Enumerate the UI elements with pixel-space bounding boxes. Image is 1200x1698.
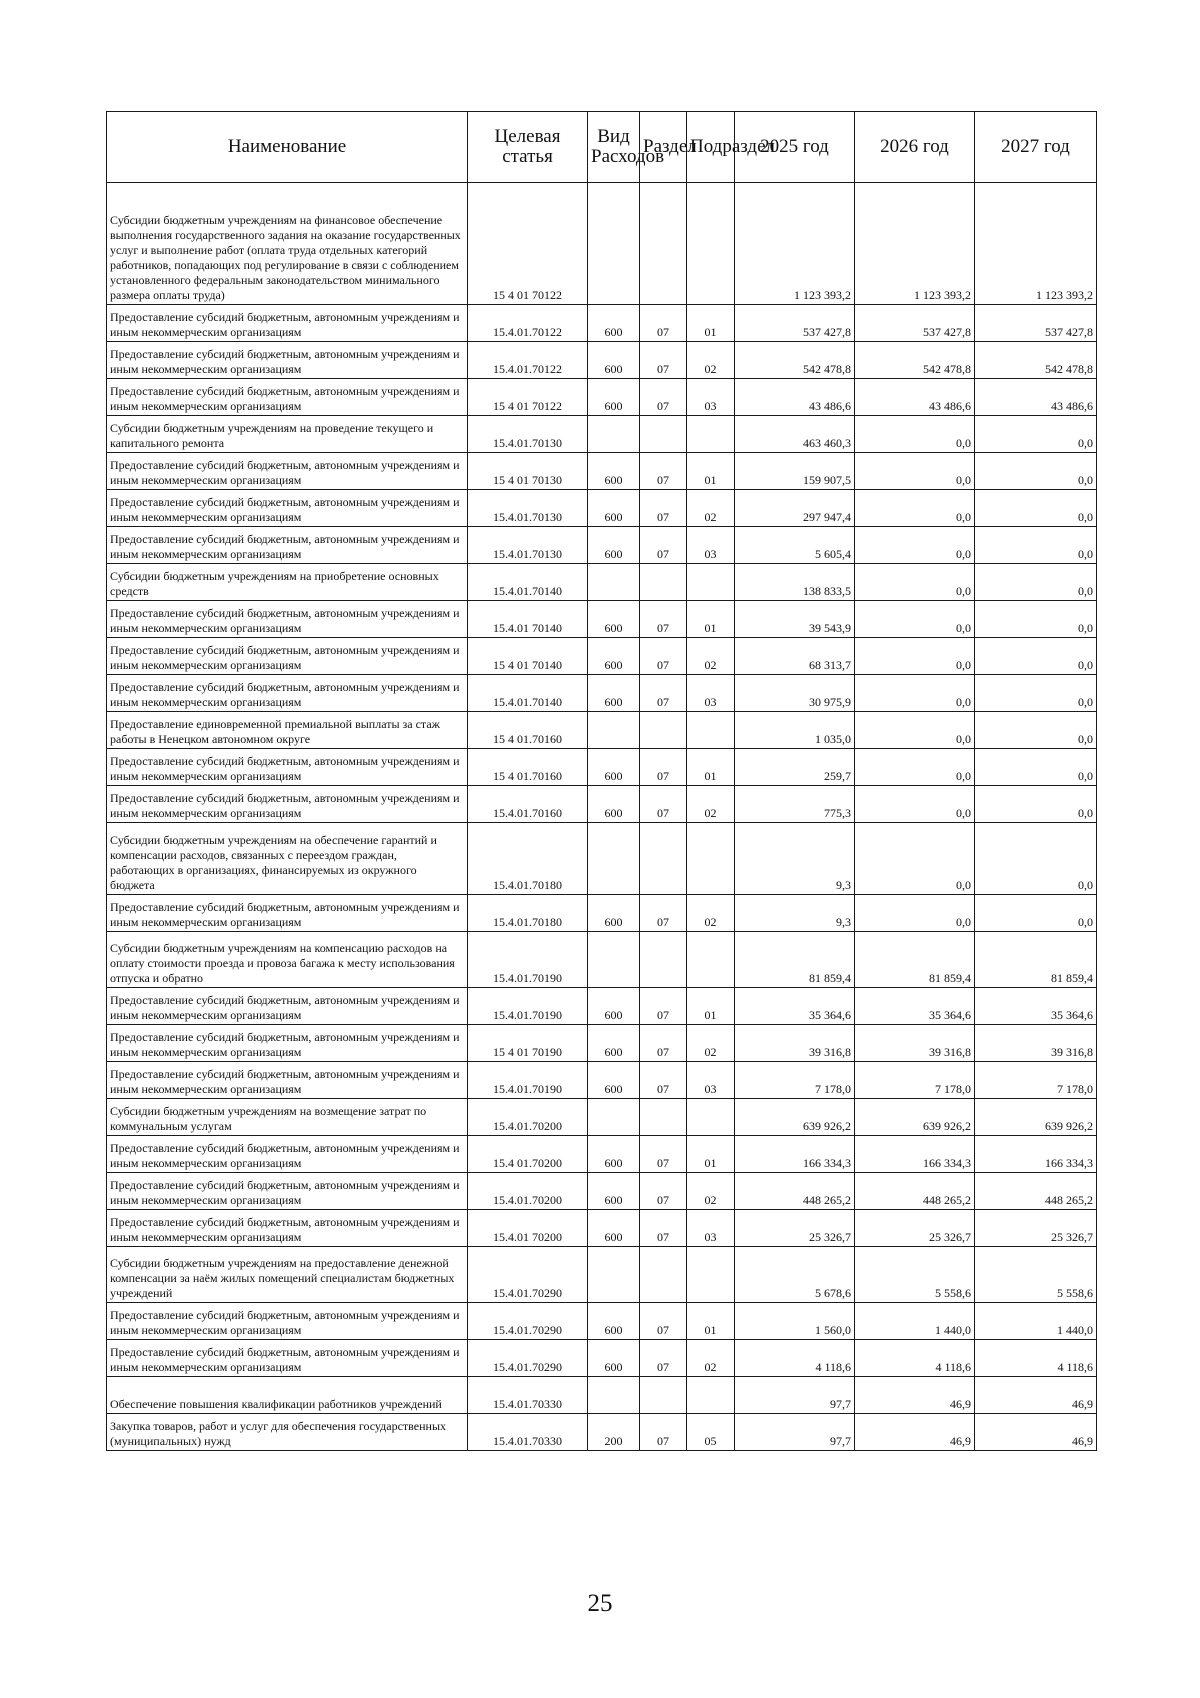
cell-subsection	[687, 1247, 735, 1303]
cell-2026: 0,0	[855, 490, 975, 527]
cell-section: 07	[640, 1210, 687, 1247]
cell-name: Предоставление субсидий бюджетным, автономным учреждениям и иным некоммерческим организациям	[107, 749, 468, 786]
table-row	[107, 305, 1097, 342]
budget-table	[106, 111, 1097, 1451]
table-row	[107, 1025, 1097, 1062]
cell-section	[640, 932, 687, 988]
cell-subsection	[687, 564, 735, 601]
cell-2027: 537 427,8	[975, 305, 1097, 342]
table-row	[107, 379, 1097, 416]
cell-2027: 1 123 393,2	[975, 183, 1097, 305]
cell-2026: 166 334,3	[855, 1136, 975, 1173]
cell-2026: 0,0	[855, 527, 975, 564]
cell-2025: 463 460,3	[735, 416, 855, 453]
table-row	[107, 895, 1097, 932]
cell-expense-type: 200	[588, 1414, 640, 1451]
cell-name: Субсидии бюджетным учреждениям на предоставление денежной компенсации за наём жилых помещений специалистам бюджетных учреждений	[107, 1247, 468, 1303]
cell-2027: 1 440,0	[975, 1303, 1097, 1340]
cell-2025: 43 486,6	[735, 379, 855, 416]
cell-target-article: 15.4.01.70130	[468, 490, 588, 527]
cell-name: Предоставление субсидий бюджетным, автономным учреждениям и иным некоммерческим организациям	[107, 786, 468, 823]
cell-subsection: 02	[687, 638, 735, 675]
cell-2027: 81 859,4	[975, 932, 1097, 988]
cell-2026: 5 558,6	[855, 1247, 975, 1303]
cell-section: 07	[640, 527, 687, 564]
cell-2027: 0,0	[975, 675, 1097, 712]
cell-target-article: 15.4.01 70200	[468, 1210, 588, 1247]
cell-expense-type	[588, 823, 640, 895]
cell-subsection: 03	[687, 1062, 735, 1099]
cell-section: 07	[640, 895, 687, 932]
cell-name: Субсидии бюджетным учреждениям на финансовое обеспечение выполнения государственного задания на оказание государственных услуг и выполнение работ (оплата труда отдельных категорий работников, попадающих под регулирование в связи с соблюдением установленного федеральным законодательством минимального размера оплаты труда)	[107, 183, 468, 305]
cell-expense-type: 600	[588, 1210, 640, 1247]
cell-name: Предоставление субсидий бюджетным, автономным учреждениям и иным некоммерческим организациям	[107, 305, 468, 342]
cell-name: Предоставление субсидий бюджетным, автономным учреждениям и иным некоммерческим организациям	[107, 1025, 468, 1062]
cell-2027: 0,0	[975, 453, 1097, 490]
cell-section: 07	[640, 988, 687, 1025]
header-2027: 2027 год	[975, 112, 1097, 183]
cell-2025: 9,3	[735, 823, 855, 895]
cell-2025: 5 605,4	[735, 527, 855, 564]
cell-2025: 639 926,2	[735, 1099, 855, 1136]
cell-name: Предоставление субсидий бюджетным, автономным учреждениям и иным некоммерческим организациям	[107, 638, 468, 675]
table-body	[107, 183, 1097, 1451]
cell-expense-type: 600	[588, 988, 640, 1025]
cell-2025: 97,7	[735, 1414, 855, 1451]
cell-subsection	[687, 1099, 735, 1136]
cell-expense-type	[588, 1099, 640, 1136]
cell-subsection: 02	[687, 342, 735, 379]
cell-expense-type	[588, 183, 640, 305]
cell-target-article: 15 4 01 70122	[468, 183, 588, 305]
cell-2025: 30 975,9	[735, 675, 855, 712]
cell-name: Субсидии бюджетным учреждениям на обеспечение гарантий и компенсации расходов, связанных с переездом граждан, работающих в организациях, финансируемых из окружного бюджета	[107, 823, 468, 895]
cell-2027: 25 326,7	[975, 1210, 1097, 1247]
cell-2027: 4 118,6	[975, 1340, 1097, 1377]
cell-2026: 7 178,0	[855, 1062, 975, 1099]
cell-2025: 259,7	[735, 749, 855, 786]
cell-expense-type: 600	[588, 342, 640, 379]
table-header-row	[107, 112, 1097, 183]
cell-2026: 0,0	[855, 416, 975, 453]
cell-2025: 1 035,0	[735, 712, 855, 749]
cell-2026: 542 478,8	[855, 342, 975, 379]
cell-subsection	[687, 932, 735, 988]
cell-subsection: 05	[687, 1414, 735, 1451]
cell-section: 07	[640, 1025, 687, 1062]
cell-expense-type: 600	[588, 1340, 640, 1377]
cell-2025: 159 907,5	[735, 453, 855, 490]
cell-2027: 0,0	[975, 823, 1097, 895]
cell-2026: 0,0	[855, 712, 975, 749]
cell-2027: 448 265,2	[975, 1173, 1097, 1210]
cell-2025: 1 560,0	[735, 1303, 855, 1340]
table-row	[107, 988, 1097, 1025]
cell-name: Предоставление субсидий бюджетным, автономным учреждениям и иным некоммерческим организациям	[107, 527, 468, 564]
cell-2027: 0,0	[975, 527, 1097, 564]
cell-2026: 0,0	[855, 749, 975, 786]
header-target-article: Целевая статья	[468, 112, 588, 183]
table-row	[107, 453, 1097, 490]
cell-name: Субсидии бюджетным учреждениям на приобретение основных средств	[107, 564, 468, 601]
cell-2025: 775,3	[735, 786, 855, 823]
table-row	[107, 1247, 1097, 1303]
cell-section	[640, 823, 687, 895]
cell-2027: 7 178,0	[975, 1062, 1097, 1099]
cell-2025: 25 326,7	[735, 1210, 855, 1247]
cell-name: Обеспечение повышения квалификации работников учреждений	[107, 1377, 468, 1414]
cell-section: 07	[640, 490, 687, 527]
cell-target-article: 15.4.01.70160	[468, 786, 588, 823]
cell-2026: 46,9	[855, 1377, 975, 1414]
cell-2025: 138 833,5	[735, 564, 855, 601]
cell-expense-type	[588, 1247, 640, 1303]
table-row	[107, 749, 1097, 786]
cell-2025: 7 178,0	[735, 1062, 855, 1099]
cell-name: Предоставление субсидий бюджетным, автономным учреждениям и иным некоммерческим организациям	[107, 342, 468, 379]
cell-section	[640, 1099, 687, 1136]
cell-expense-type: 600	[588, 1303, 640, 1340]
table-row	[107, 712, 1097, 749]
cell-2027: 0,0	[975, 564, 1097, 601]
header-section: Раздел	[640, 112, 687, 183]
table-row	[107, 1173, 1097, 1210]
cell-subsection: 02	[687, 1025, 735, 1062]
table-row	[107, 638, 1097, 675]
cell-name: Предоставление субсидий бюджетным, автономным учреждениям и иным некоммерческим организациям	[107, 988, 468, 1025]
cell-2026: 81 859,4	[855, 932, 975, 988]
cell-name: Закупка товаров, работ и услуг для обеспечения государственных (муниципальных) нужд	[107, 1414, 468, 1451]
cell-name: Предоставление субсидий бюджетным, автономным учреждениям и иным некоммерческим организациям	[107, 1136, 468, 1173]
cell-name: Предоставление субсидий бюджетным, автономным учреждениям и иным некоммерческим организациям	[107, 490, 468, 527]
cell-section	[640, 183, 687, 305]
table-row	[107, 342, 1097, 379]
cell-target-article: 15.4.01.70122	[468, 342, 588, 379]
cell-2025: 166 334,3	[735, 1136, 855, 1173]
cell-expense-type	[588, 712, 640, 749]
cell-expense-type	[588, 932, 640, 988]
cell-2027: 0,0	[975, 786, 1097, 823]
cell-2027: 0,0	[975, 601, 1097, 638]
cell-section: 07	[640, 453, 687, 490]
table-row	[107, 1062, 1097, 1099]
cell-section: 07	[640, 1136, 687, 1173]
cell-section: 07	[640, 1414, 687, 1451]
cell-2026: 43 486,6	[855, 379, 975, 416]
table-row	[107, 183, 1097, 305]
cell-2026: 1 123 393,2	[855, 183, 975, 305]
header-subsection: Подраздел	[687, 112, 735, 183]
cell-target-article: 15 4 01 70140	[468, 638, 588, 675]
header-name: Наименование	[107, 112, 468, 183]
cell-2025: 4 118,6	[735, 1340, 855, 1377]
cell-2027: 0,0	[975, 490, 1097, 527]
table-row	[107, 1099, 1097, 1136]
cell-target-article: 15.4.01.70190	[468, 932, 588, 988]
cell-2026: 0,0	[855, 601, 975, 638]
cell-name: Предоставление субсидий бюджетным, автономным учреждениям и иным некоммерческим организациям	[107, 453, 468, 490]
cell-2027: 0,0	[975, 712, 1097, 749]
cell-subsection: 01	[687, 988, 735, 1025]
cell-target-article: 15.4 01.70200	[468, 1136, 588, 1173]
cell-expense-type: 600	[588, 786, 640, 823]
cell-section: 07	[640, 675, 687, 712]
table-row	[107, 527, 1097, 564]
cell-name: Предоставление субсидий бюджетным, автономным учреждениям и иным некоммерческим организациям	[107, 1340, 468, 1377]
cell-expense-type: 600	[588, 638, 640, 675]
cell-target-article: 15.4.01.70330	[468, 1377, 588, 1414]
cell-target-article: 15.4.01.70190	[468, 1062, 588, 1099]
cell-target-article: 15.4.01.70290	[468, 1247, 588, 1303]
cell-2025: 1 123 393,2	[735, 183, 855, 305]
cell-section	[640, 712, 687, 749]
cell-section: 07	[640, 638, 687, 675]
cell-2026: 46,9	[855, 1414, 975, 1451]
cell-subsection: 03	[687, 675, 735, 712]
cell-expense-type: 600	[588, 1062, 640, 1099]
cell-expense-type	[588, 564, 640, 601]
cell-2026: 0,0	[855, 564, 975, 601]
cell-subsection: 03	[687, 527, 735, 564]
cell-subsection: 01	[687, 305, 735, 342]
cell-2027: 0,0	[975, 416, 1097, 453]
cell-section	[640, 416, 687, 453]
cell-section: 07	[640, 1173, 687, 1210]
cell-subsection: 01	[687, 601, 735, 638]
cell-subsection	[687, 712, 735, 749]
cell-name: Предоставление субсидий бюджетным, автономным учреждениям и иным некоммерческим организациям	[107, 895, 468, 932]
cell-2025: 97,7	[735, 1377, 855, 1414]
cell-2026: 537 427,8	[855, 305, 975, 342]
cell-target-article: 15 4 01.70160	[468, 712, 588, 749]
cell-section: 07	[640, 601, 687, 638]
cell-subsection: 01	[687, 453, 735, 490]
cell-expense-type: 600	[588, 749, 640, 786]
cell-2027: 166 334,3	[975, 1136, 1097, 1173]
cell-target-article: 15 4 01 70122	[468, 379, 588, 416]
table-row	[107, 564, 1097, 601]
cell-name: Субсидии бюджетным учреждениям на компенсацию расходов на оплату стоимости проезда и провоза багажа к месту использования отпуска и обратно	[107, 932, 468, 988]
cell-2027: 39 316,8	[975, 1025, 1097, 1062]
cell-target-article: 15.4.01.70180	[468, 823, 588, 895]
table-row	[107, 932, 1097, 988]
cell-2027: 0,0	[975, 749, 1097, 786]
cell-2025: 39 543,9	[735, 601, 855, 638]
cell-2027: 43 486,6	[975, 379, 1097, 416]
table-row	[107, 1303, 1097, 1340]
cell-2026: 639 926,2	[855, 1099, 975, 1136]
header-expense-type: Вид Расходов	[588, 112, 640, 183]
cell-2025: 5 678,6	[735, 1247, 855, 1303]
page-number: 25	[587, 1590, 613, 1617]
cell-subsection: 02	[687, 786, 735, 823]
cell-expense-type: 600	[588, 453, 640, 490]
cell-name: Предоставление субсидий бюджетным, автономным учреждениям и иным некоммерческим организациям	[107, 675, 468, 712]
cell-subsection	[687, 183, 735, 305]
cell-2026: 0,0	[855, 823, 975, 895]
cell-2026: 0,0	[855, 895, 975, 932]
cell-target-article: 15.4.01.70140	[468, 675, 588, 712]
table-row	[107, 601, 1097, 638]
cell-2027: 5 558,6	[975, 1247, 1097, 1303]
cell-2026: 39 316,8	[855, 1025, 975, 1062]
cell-expense-type: 600	[588, 1025, 640, 1062]
header-2026: 2026 год	[855, 112, 975, 183]
cell-subsection: 03	[687, 379, 735, 416]
cell-subsection: 01	[687, 1136, 735, 1173]
cell-expense-type: 600	[588, 527, 640, 564]
cell-subsection: 03	[687, 1210, 735, 1247]
cell-expense-type: 600	[588, 675, 640, 712]
cell-subsection: 02	[687, 895, 735, 932]
cell-expense-type: 600	[588, 895, 640, 932]
cell-2026: 0,0	[855, 786, 975, 823]
cell-2025: 68 313,7	[735, 638, 855, 675]
cell-section: 07	[640, 1303, 687, 1340]
cell-2027: 639 926,2	[975, 1099, 1097, 1136]
cell-subsection: 01	[687, 749, 735, 786]
cell-2026: 0,0	[855, 675, 975, 712]
table-row	[107, 1340, 1097, 1377]
cell-target-article: 15.4.01.70190	[468, 988, 588, 1025]
cell-subsection: 01	[687, 1303, 735, 1340]
table-row	[107, 1210, 1097, 1247]
cell-2026: 1 440,0	[855, 1303, 975, 1340]
cell-name: Предоставление субсидий бюджетным, автономным учреждениям и иным некоммерческим организациям	[107, 1062, 468, 1099]
cell-2025: 81 859,4	[735, 932, 855, 988]
cell-2026: 0,0	[855, 453, 975, 490]
cell-name: Предоставление субсидий бюджетным, автономным учреждениям и иным некоммерческим организациям	[107, 1173, 468, 1210]
cell-2027: 0,0	[975, 638, 1097, 675]
cell-target-article: 15.4.01.70200	[468, 1173, 588, 1210]
cell-target-article: 15.4.01 70140	[468, 601, 588, 638]
cell-expense-type	[588, 416, 640, 453]
cell-2025: 39 316,8	[735, 1025, 855, 1062]
cell-expense-type: 600	[588, 601, 640, 638]
cell-2026: 4 118,6	[855, 1340, 975, 1377]
cell-subsection: 02	[687, 490, 735, 527]
cell-expense-type: 600	[588, 305, 640, 342]
cell-expense-type: 600	[588, 1173, 640, 1210]
cell-section: 07	[640, 1062, 687, 1099]
cell-target-article: 15.4.01.70122	[468, 305, 588, 342]
cell-section: 07	[640, 305, 687, 342]
table-row	[107, 490, 1097, 527]
cell-target-article: 15 4 01.70160	[468, 749, 588, 786]
cell-expense-type	[588, 1377, 640, 1414]
cell-subsection	[687, 416, 735, 453]
cell-2026: 448 265,2	[855, 1173, 975, 1210]
cell-name: Предоставление единовременной премиальной выплаты за стаж работы в Ненецком автономном округе	[107, 712, 468, 749]
cell-2026: 0,0	[855, 638, 975, 675]
cell-section: 07	[640, 1340, 687, 1377]
cell-2025: 297 947,4	[735, 490, 855, 527]
cell-name: Предоставление субсидий бюджетным, автономным учреждениям и иным некоммерческим организациям	[107, 1210, 468, 1247]
cell-target-article: 15.4.01.70290	[468, 1340, 588, 1377]
cell-target-article: 15.4.01.70290	[468, 1303, 588, 1340]
table-row	[107, 786, 1097, 823]
cell-subsection	[687, 823, 735, 895]
table-row	[107, 416, 1097, 453]
cell-section	[640, 1377, 687, 1414]
cell-section: 07	[640, 379, 687, 416]
cell-section: 07	[640, 749, 687, 786]
cell-2026: 35 364,6	[855, 988, 975, 1025]
cell-2027: 35 364,6	[975, 988, 1097, 1025]
cell-target-article: 15.4.01.70130	[468, 416, 588, 453]
table-row	[107, 823, 1097, 895]
cell-section: 07	[640, 786, 687, 823]
cell-target-article: 15 4 01 70130	[468, 453, 588, 490]
cell-target-article: 15.4.01.70180	[468, 895, 588, 932]
cell-2025: 542 478,8	[735, 342, 855, 379]
cell-2027: 46,9	[975, 1414, 1097, 1451]
cell-2025: 448 265,2	[735, 1173, 855, 1210]
cell-name: Субсидии бюджетным учреждениям на проведение текущего и капитального ремонта	[107, 416, 468, 453]
cell-name: Предоставление субсидий бюджетным, автономным учреждениям и иным некоммерческим организациям	[107, 379, 468, 416]
cell-subsection: 02	[687, 1173, 735, 1210]
cell-section: 07	[640, 342, 687, 379]
cell-section	[640, 564, 687, 601]
cell-2026: 25 326,7	[855, 1210, 975, 1247]
cell-target-article: 15.4.01.70130	[468, 527, 588, 564]
cell-target-article: 15 4 01 70190	[468, 1025, 588, 1062]
cell-name: Предоставление субсидий бюджетным, автономным учреждениям и иным некоммерческим организациям	[107, 1303, 468, 1340]
cell-2027: 46,9	[975, 1377, 1097, 1414]
cell-2027: 542 478,8	[975, 342, 1097, 379]
cell-target-article: 15.4.01.70140	[468, 564, 588, 601]
cell-subsection: 02	[687, 1340, 735, 1377]
table-row	[107, 1414, 1097, 1451]
cell-name: Предоставление субсидий бюджетным, автономным учреждениям и иным некоммерческим организациям	[107, 601, 468, 638]
table-row	[107, 675, 1097, 712]
cell-subsection	[687, 1377, 735, 1414]
header-2025: 2025 год	[735, 112, 855, 183]
cell-section	[640, 1247, 687, 1303]
cell-expense-type: 600	[588, 1136, 640, 1173]
cell-2027: 0,0	[975, 895, 1097, 932]
cell-expense-type: 600	[588, 379, 640, 416]
cell-2025: 537 427,8	[735, 305, 855, 342]
cell-2025: 35 364,6	[735, 988, 855, 1025]
cell-name: Субсидии бюджетным учреждениям на возмещение затрат по коммунальным услугам	[107, 1099, 468, 1136]
cell-target-article: 15.4.01.70330	[468, 1414, 588, 1451]
cell-target-article: 15.4.01.70200	[468, 1099, 588, 1136]
cell-2025: 9,3	[735, 895, 855, 932]
table-row	[107, 1136, 1097, 1173]
cell-expense-type: 600	[588, 490, 640, 527]
table-row	[107, 1377, 1097, 1414]
